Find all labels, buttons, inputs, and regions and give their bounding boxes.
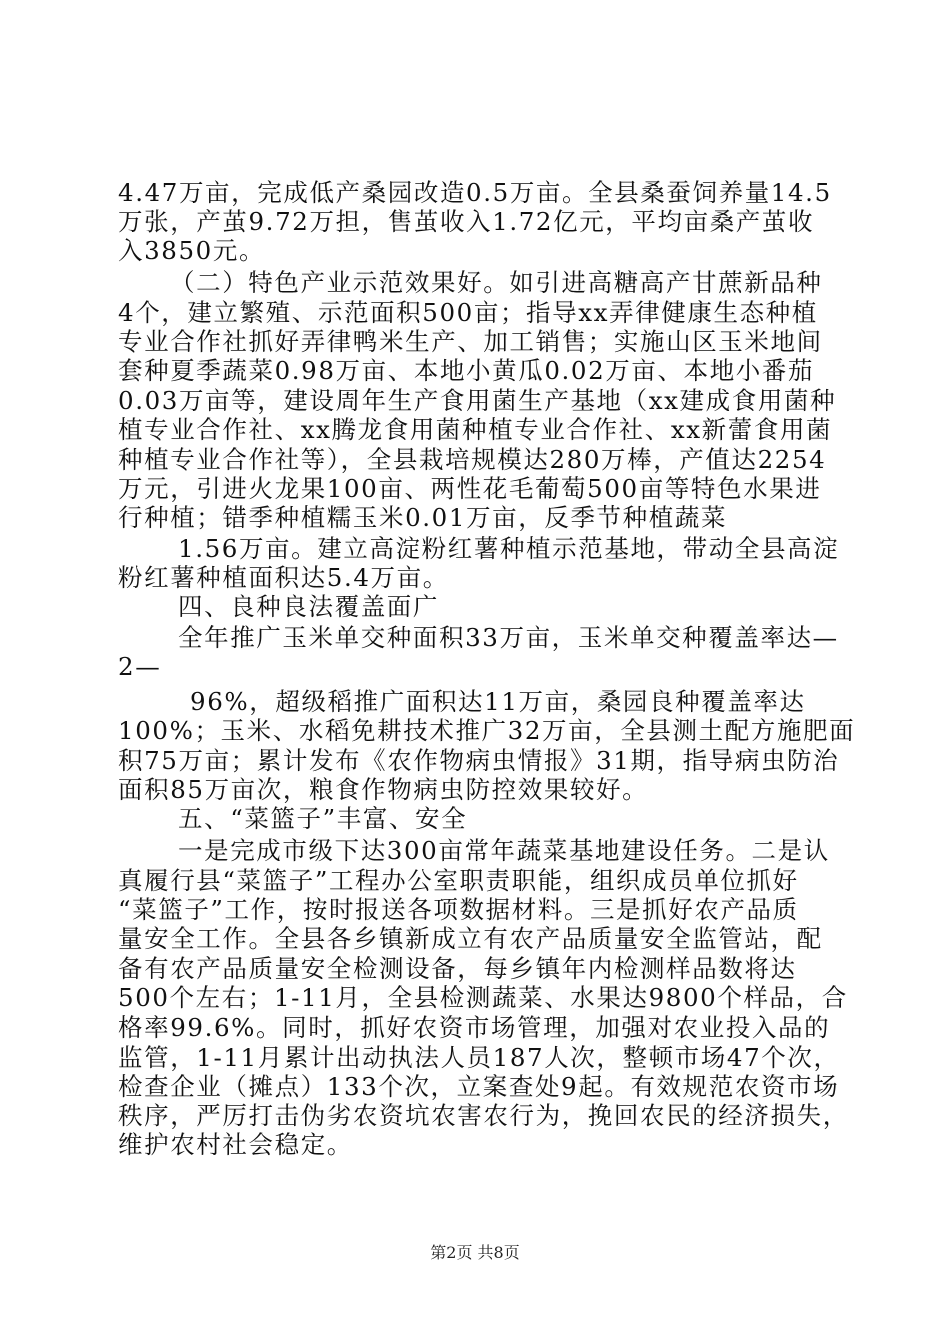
text-line: 检查企业（摊点）133个次，立案查处9起。有效规范农资市场 (118, 1071, 840, 1101)
text-line: 格率99.6%。同时，抓好农资市场管理，加强对农业投入品的 (118, 1012, 831, 1042)
page-footer: 第2页 共8页 (430, 1243, 520, 1262)
text-line: 一是完成市级下达300亩常年蔬菜基地建设任务。二是认 (178, 835, 830, 865)
text-line: 行种植；错季种植糯玉米0.01万亩，反季节种植蔬菜 (118, 503, 728, 533)
text-line: 维护农村社会稳定。 (118, 1130, 353, 1159)
text-line: 监管，1-11月累计出动执法人员187人次，整顿市场47个次， (118, 1042, 840, 1072)
text-line: 1.56万亩。建立高淀粉红薯种植示范基地，带动全县高淀 (178, 533, 840, 563)
text-line: “菜篮子”工作，按时报送各项数据材料。三是抓好农产品质 (118, 895, 799, 924)
text-line: 96%，超级稻推广面积达11万亩，桑园良种覆盖率达 (190, 686, 806, 716)
text-line: 种植专业合作社等），全县栽培规模达280万棒，产值达2254 (118, 444, 827, 474)
text-line: 积75万亩；累计发布《农作物病虫情报》31期，指导病虫防治 (118, 745, 840, 775)
text-line: 真履行县“菜篮子”工程办公室职责职能，组织成员单位抓好 (118, 865, 799, 895)
text-line: 面积85万亩次，粮食作物病虫防控效果较好。 (118, 774, 649, 804)
text-line: 套种夏季蔬菜0.98万亩、本地小黄瓜0.02万亩、本地小番茄 (118, 356, 815, 386)
text-line: 100%；玉米、水稻免耕技术推广32万亩，全县测土配方施肥面 (118, 715, 856, 745)
text-line: 0.03万亩等，建设周年生产食用菌生产基地（xx建成食用菌种 (118, 385, 837, 415)
text-line: 秩序，严厉打击伪劣农资坑农害农行为，挽回农民的经济损失， (118, 1100, 849, 1130)
text-line: 万元，引进火龙果100亩、两性花毛葡萄500亩等特色水果进 (118, 473, 822, 503)
text-line: 万张，产茧9.72万担，售茧收入1.72亿元，平均亩桑产茧收 (118, 207, 815, 237)
text-line: 植专业合作社、xx腾龙食用菌种植专业合作社、xx新蕾食用菌 (118, 414, 833, 444)
text-line: 全年推广玉米单交种面积33万亩，玉米单交种覆盖率达— (178, 623, 839, 653)
section-heading: 四、良种良法覆盖面广 (178, 592, 439, 622)
text-line: 500个左右；1-11月，全县检测蔬菜、水果达9800个样品，合 (118, 983, 848, 1013)
page-marker: 2— (118, 652, 162, 682)
text-line: 备有农产品质量安全检测设备，每乡镇年内检测样品数将达 (118, 954, 797, 984)
text-line: 量安全工作。全县各乡镇新成立有农产品质量安全监管站，配 (118, 924, 823, 954)
text-line: 4个，建立繁殖、示范面积500亩；指导xx弄律健康生态种植 (118, 298, 818, 328)
text-line: 专业合作社抓好弄律鸭米生产、加工销售；实施山区玉米地间 (118, 327, 823, 357)
section-heading: 五、“菜篮子”丰富、安全 (178, 804, 468, 834)
text-line: 入3850元。 (118, 236, 266, 266)
text-line: 粉红薯种植面积达5.4万亩。 (118, 563, 449, 593)
text-line: （二）特色产业示范效果好。如引进高糖高产甘蔗新品种 (170, 268, 823, 298)
text-line: 4.47万亩，完成低产桑园改造0.5万亩。全县桑蚕饲养量14.5 (118, 178, 832, 207)
